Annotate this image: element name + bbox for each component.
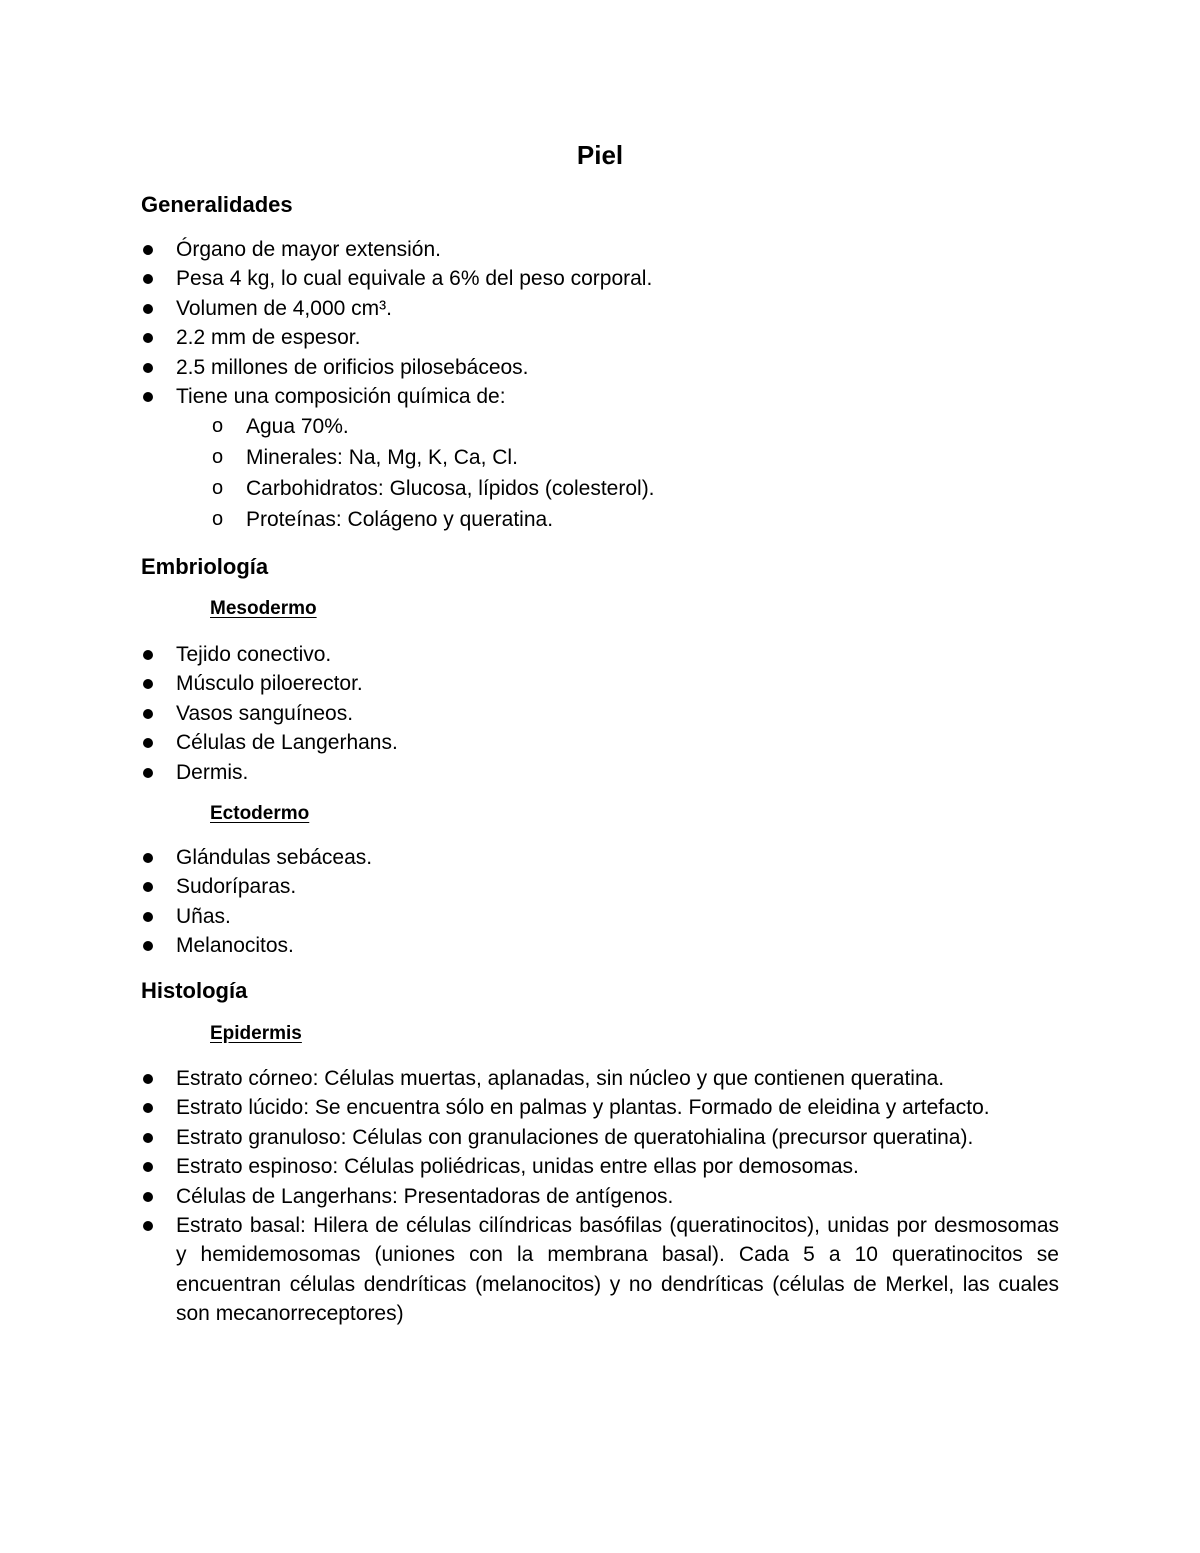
page-title: Piel	[576, 140, 624, 170]
sublist-item-text: Proteínas: Colágeno y queratina.	[246, 508, 554, 531]
list-item-text: Glándulas sebáceas.	[176, 846, 373, 869]
list-item	[141, 843, 1059, 872]
section-heading-histologia: Histología	[141, 978, 248, 1003]
section-heading-generalidades: Generalidades	[141, 192, 293, 217]
circle-bullet-icon: o	[212, 508, 224, 530]
sublist-item-text: Minerales: Na, Mg, K, Ca, Cl.	[246, 446, 518, 469]
circle-bullet-icon: o	[212, 477, 224, 499]
bullet-icon	[143, 274, 153, 284]
subsection-heading-ectodermo: Ectodermo	[210, 803, 310, 824]
bullet-icon	[143, 1192, 153, 1202]
circle-bullet-icon: o	[212, 446, 224, 468]
list-item	[141, 1123, 1059, 1152]
list-item-text: Volumen de 4,000 cm³.	[176, 296, 392, 320]
bullet-icon	[143, 882, 153, 892]
list-item	[141, 1152, 1059, 1181]
list-item-text: 2.5 millones de orificios pilosebáceos.	[176, 355, 529, 379]
bullet-icon	[143, 1133, 153, 1143]
bullet-icon	[143, 363, 153, 373]
bullet-icon	[143, 709, 153, 719]
bullet-icon	[143, 1074, 153, 1084]
list-item	[141, 758, 1059, 787]
section-heading-embriologia: Embriología	[141, 554, 269, 579]
list-item	[141, 699, 1059, 728]
list-item-text: Uñas.	[176, 904, 231, 928]
sublist-item	[212, 442, 1012, 473]
list-item-text: Sudoríparas.	[176, 875, 297, 899]
list-item	[141, 931, 1059, 960]
list-item-text: Tejido conectivo.	[176, 643, 332, 666]
mesodermo-list	[141, 640, 1059, 787]
subsection-heading-mesodermo: Mesodermo	[210, 598, 317, 619]
list-item-text: Estrato basal: Hilera de células cilíndricas basófilas (queratinocitos), unidas por desmosomas y hemidemosomas (uniones con la membrana basal). Cada 5 a 10 queratinocitos se encuentran células dendríticas (melanocitos) y no dendríticas (células de Merkel, las cuales son mecanorreceptores)	[176, 1214, 1059, 1326]
sublist-item	[212, 411, 1012, 442]
sublist-item	[212, 473, 1012, 504]
bullet-icon	[143, 768, 153, 778]
list-item-text: Órgano de mayor extensión.	[176, 238, 441, 261]
list-item	[141, 353, 1059, 382]
list-item	[141, 872, 1059, 901]
generalidades-list	[141, 235, 1059, 411]
sublist-item	[212, 504, 1012, 535]
list-item	[141, 902, 1059, 931]
subsection-heading-epidermis: Epidermis	[210, 1023, 302, 1044]
bullet-icon	[143, 679, 153, 689]
bullet-icon	[143, 245, 153, 255]
list-item	[141, 728, 1059, 757]
list-item	[141, 323, 1059, 352]
list-item-text: Estrato córneo: Células muertas, aplanadas, sin núcleo y que contienen queratina.	[176, 1067, 945, 1090]
sublist-item-text: Agua 70%.	[246, 415, 349, 438]
list-item-text: Dermis.	[176, 760, 249, 784]
list-item-text: Tiene una composición química de:	[176, 385, 506, 409]
list-item	[141, 382, 1059, 411]
circle-bullet-icon: o	[212, 415, 224, 437]
list-item	[141, 1211, 1059, 1329]
bullet-icon	[143, 1103, 153, 1113]
list-item	[141, 669, 1059, 698]
epidermis-list	[141, 1064, 1059, 1329]
bullet-icon	[143, 738, 153, 748]
list-item	[141, 1064, 1059, 1093]
bullet-icon	[143, 1221, 153, 1231]
list-item	[141, 235, 1059, 264]
list-item	[141, 1182, 1059, 1211]
list-item-text: Vasos sanguíneos.	[176, 701, 354, 725]
bullet-icon	[143, 1162, 153, 1172]
bullet-icon	[143, 650, 153, 660]
composicion-sublist	[212, 411, 1012, 535]
list-item-text: Células de Langerhans: Presentadoras de antígenos.	[176, 1184, 674, 1208]
list-item-text: 2.2 mm de espesor.	[176, 326, 361, 350]
bullet-icon	[143, 941, 153, 951]
list-item	[141, 294, 1059, 323]
list-item	[141, 1093, 1059, 1122]
list-item-text: Músculo piloerector.	[176, 672, 363, 696]
list-item-text: Melanocitos.	[176, 934, 294, 958]
list-item-text: Pesa 4 kg, lo cual equivale a 6% del peso corporal.	[176, 267, 653, 291]
ectodermo-list	[141, 843, 1059, 961]
bullet-icon	[143, 333, 153, 343]
bullet-icon	[143, 304, 153, 314]
sublist-item-text: Carbohidratos: Glucosa, lípidos (colesterol).	[246, 477, 655, 500]
bullet-icon	[143, 392, 153, 402]
list-item-text: Estrato espinoso: Células poliédricas, unidas entre ellas por demosomas.	[176, 1155, 859, 1179]
bullet-icon	[143, 912, 153, 922]
list-item-text: Estrato lúcido: Se encuentra sólo en palmas y plantas. Formado de eleidina y artefacto.	[176, 1096, 990, 1120]
bullet-icon	[143, 853, 153, 863]
list-item-text: Células de Langerhans.	[176, 731, 398, 755]
list-item-text: Estrato granuloso: Células con granulaciones de queratohialina (precursor queratina).	[176, 1125, 974, 1149]
list-item	[141, 264, 1059, 293]
list-item	[141, 640, 1059, 669]
